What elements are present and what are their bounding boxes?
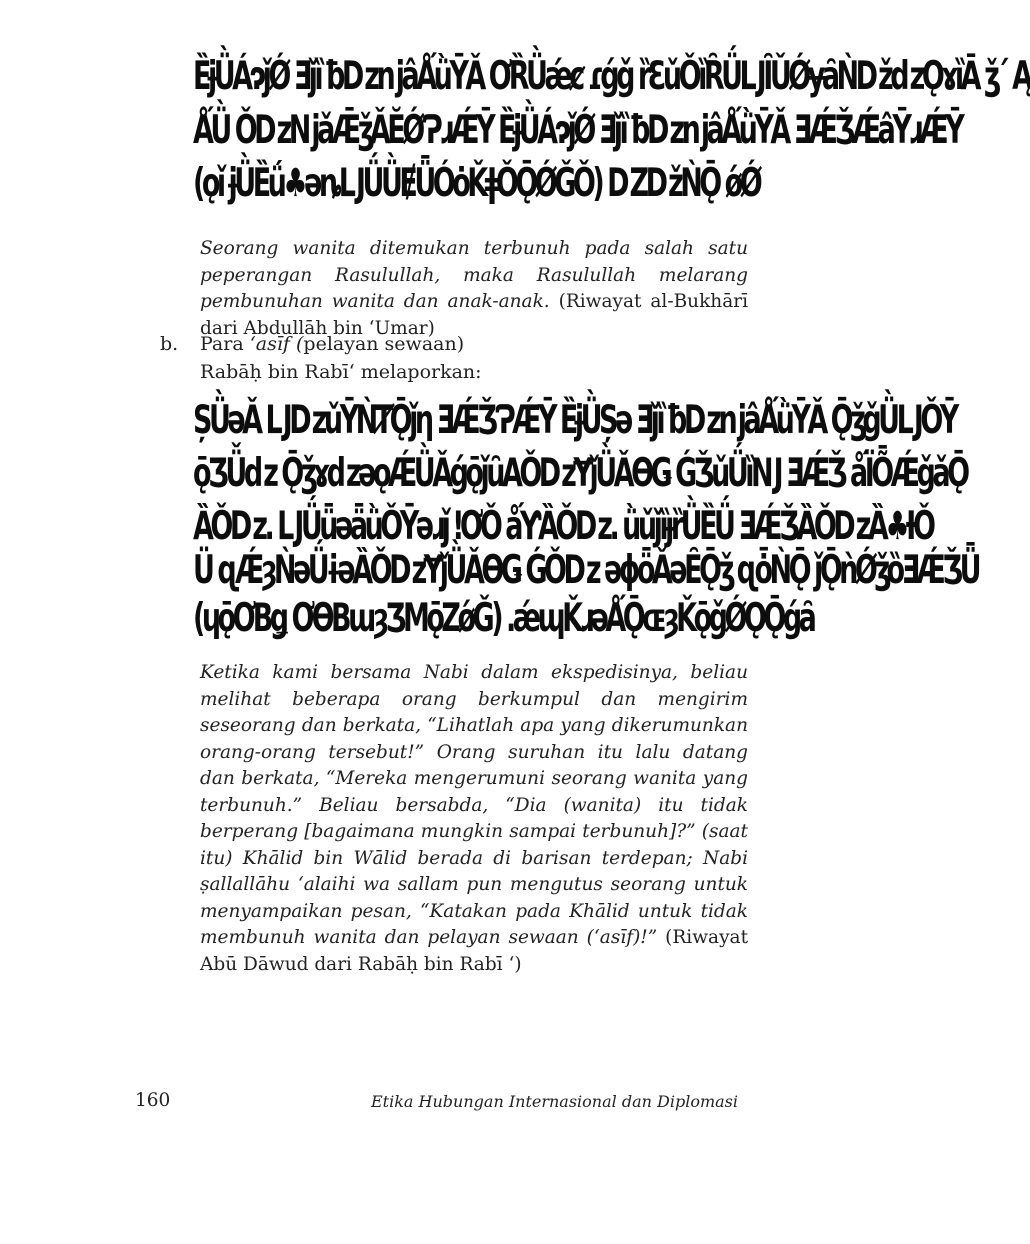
- translation-italic: Ketika kami bersama Nabi dalam ekspedisinya, beliau melihat beberapa orang berkumpul dan mengirim seseorang dan berkata, “Lihatlah apa yang dikerumunkan orang-orang tersebut!” Orang suruhan itu lalu datang dan berkata, “Mereka mengerumuni seorang wanita yang terbunuh.” Beliau bersabda, “Dia (wanita) itu tidak berperang [bagaimana mungkin sampai terbunuh]?” (saat itu) Khālid bin Wālid berada di barisan terdepan; Nabi ṣallallāhu ‘alaihi wa sallam pun mengutus seorang untuk menyampaikan pesan, “Katakan pada Khālid untuk tidak membunuh wanita dan pelayan sewaan (‘asīf)!”: [200, 662, 748, 948]
- arabic-line: (ɥǭƠBǥ ƠƟBɯȝƷMǭZǿǦ) .ǽɰǨɹǝǺǬɶȝǨǭǧǾǪǬǵȃ: [193, 596, 814, 641]
- arabic-line: (ǫǐ ɉǛȄǘ♣ǝȵǇǗǛɆǕÓȯǨǂǑǬǾǦǑ) ǱǅǸǬ ǿǾ: [193, 161, 760, 206]
- item-lead: Para: [200, 333, 250, 355]
- arabic-line: ȘǛǝǍ ǇǲǔȲǸȾǬǰƞ ƎǼǮɁǼȲ ȄɉǛȘǝ Ǝǰȉ ƀǲǌâǺǜȲǍ ǬǯǧǛǇǑȲ: [193, 398, 956, 443]
- list-marker: b.: [160, 333, 179, 355]
- translation-paragraph-1: [200, 236, 748, 342]
- page-number: 160: [135, 1090, 171, 1111]
- arabic-line: Ü ɋǼȝǸǝǗɨǝȀǑǲɎǰǛǍƟǤ ǴǑǲ ǝɸȫǍǝȆǬǯ ɋȱǸǬ ǰǬǹǾǯȍƎǼǮǕ: [193, 548, 979, 593]
- arabic-line: ǺǛ ǑǲǋǎǢǯǍĔǾɁɹǼȲ ȄɉǛÁɂǰǾ Ǝǰȉ ƀǲǌâǺǜȲǍ ƎǼǮǼâȲɹǼȲ: [193, 108, 962, 153]
- translation-italic: Seorang wanita ditemukan terbunuh pada salah satu peperangan Rasulullah, maka Rasulullah melarang pembunuhan wanita dan anak-anak.: [200, 238, 748, 312]
- arabic-line: ǭƷǙǳ ǬǯɤǳǝǫǼǛǍǵǭǰȗAǑǲɎǰǛǍƟǤ ǴǮǔǗȉǊ ƎǼǮ ǻÏȬǼǧǎǬ: [193, 451, 967, 496]
- translation-citation: (Riwayat Abū Dāwud dari Rabāḥ bin Rabī ‘): [200, 927, 748, 975]
- arabic-line: ȄɉǛÁɂǰǾ Ǝǰȉ ƀǲǌâǺǜȲǍ ƠȐǛǽȼ ɾǵǧ ȑƐǔǑȉȒǗǇȊǓǾɏȃǸǅǳǪɤȉĀ ǯˊ Ą: [193, 54, 1030, 99]
- translation-citation: (Riwayat al-Bukhārī dari Abdullāh bin ‘Umar): [200, 291, 749, 339]
- item-term: ‘asīf (: [249, 333, 304, 355]
- item-reporter-line: Rabāḥ bin Rabī‘ melaporkan:: [200, 361, 482, 383]
- arabic-line: ȀǑǲ. ǇǗǖǝǟǜǑȲǝɹǰ ǃƠǑ ǻƳȀǑǲ. ǜǔǰȉɟȑǛȄǗ ƎǼǮȀǑǲȀ♣ƗǑ: [193, 504, 933, 549]
- translation-paragraph-2: [200, 660, 748, 978]
- item-rest: pelayan sewaan): [303, 333, 465, 355]
- running-footer-title: Etika Hubungan Internasional dan Diplomasi: [371, 1092, 738, 1111]
- list-item-b: [160, 330, 760, 386]
